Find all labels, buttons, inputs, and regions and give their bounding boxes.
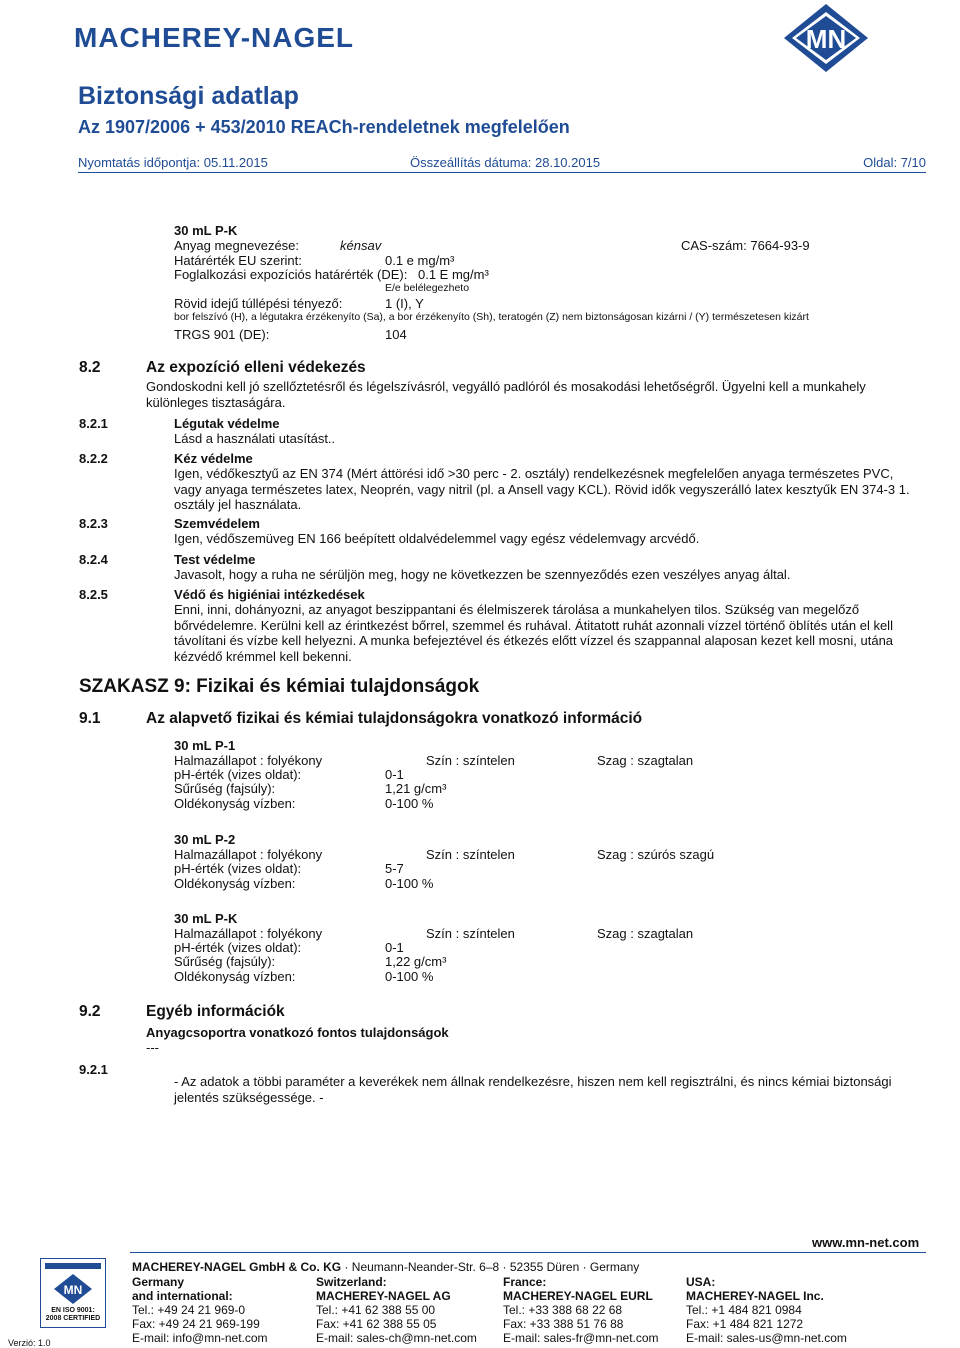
footer-col-fax: Fax: +41 62 388 55 05 bbox=[316, 1317, 437, 1331]
product-color: Szín : színtelen bbox=[426, 847, 515, 862]
svg-text:MN: MN bbox=[805, 24, 847, 54]
iso-certificate-text: EN ISO 9001: 2008 CERTIFIED bbox=[45, 1307, 101, 1322]
solubility-value: 0-100 % bbox=[385, 876, 434, 891]
hazard-note: bor felszívó (H), a légutakra érzékenyíto (Sa), a bor érzékenyíto (Sh), teratogén (Z) nem biztonságosan kizárni / (Y) természetesen kizárt bbox=[174, 311, 809, 323]
product-color: Szín : színtelen bbox=[426, 753, 515, 768]
footer-col-tel: Tel.: +49 24 21 969-0 bbox=[132, 1303, 246, 1317]
substance-label: Anyag megnevezése: bbox=[174, 238, 300, 253]
section-8-2-title: Az expozíció elleni védekezés bbox=[146, 359, 366, 376]
product-state: Halmazállapot : folyékony bbox=[174, 926, 323, 941]
footer-col-subheading: MACHEREY-NAGEL EURL bbox=[503, 1289, 653, 1303]
footer-col-heading: Switzerland: bbox=[316, 1275, 387, 1289]
footer-col-fax: Fax: +49 24 21 969-199 bbox=[132, 1317, 260, 1331]
ph-value: 0-1 bbox=[385, 940, 404, 955]
section-9-1-number: 9.1 bbox=[79, 710, 101, 727]
svg-text:MN: MN bbox=[63, 1283, 83, 1297]
product-color: Szín : színtelen bbox=[426, 926, 515, 941]
product-odor: Szag : szagtalan bbox=[597, 753, 694, 768]
section-9-1-title: Az alapvető fizikai és kémiai tulajdonságokra vonatkozó információ bbox=[146, 710, 643, 727]
density-label: Sűrűség (fajsúly): bbox=[174, 781, 276, 796]
solubility-value: 0-100 % bbox=[385, 796, 434, 811]
product-name: 30 mL P-2 bbox=[174, 832, 236, 847]
print-date: Nyomtatás időpontja: 05.11.2015 bbox=[78, 155, 268, 170]
trgs-value: 104 bbox=[385, 327, 407, 342]
section-9-title: SZAKASZ 9: Fizikai és kémiai tulajdonságok bbox=[79, 676, 480, 697]
product-odor: Szag : szagtalan bbox=[597, 926, 694, 941]
footer-col-heading: France: bbox=[503, 1275, 547, 1289]
footer-col-subheading: and international: bbox=[132, 1289, 233, 1303]
eu-limit-value: 0.1 e mg/m³ bbox=[385, 253, 455, 268]
brand-name: MACHEREY-NAGEL bbox=[74, 22, 355, 53]
footer-col-email[interactable]: E-mail: info@mn-net.com bbox=[132, 1331, 268, 1345]
eu-limit-label: Határérték EU szerint: bbox=[174, 253, 302, 268]
inhalable-note: E/e belélegezheto bbox=[385, 282, 470, 294]
footer-col-email[interactable]: E-mail: sales-fr@mn-net.com bbox=[503, 1331, 659, 1345]
footer-col-heading: Germany bbox=[132, 1275, 185, 1289]
subsection-text: Igen, védőszemüveg EN 166 beépített oldalvédelemmel vagy egész védelemvagy arcvédő. bbox=[174, 531, 700, 546]
version: Verzió: 1.0 bbox=[8, 1338, 51, 1348]
page-number: Oldal: 7/10 bbox=[863, 155, 926, 170]
product-state: Halmazállapot : folyékony bbox=[174, 847, 323, 862]
solubility-label: Oldékonyság vízben: bbox=[174, 876, 296, 891]
section-9-2-1-text: - Az adatok a többi paraméter a keverékek nem állnak rendelkezésre, hiszen nem kell regisztrálni, és nincs kémiai biztonsági jelentés szükségessége. - bbox=[174, 1074, 892, 1105]
ph-label: pH-érték (vizes oldat): bbox=[174, 940, 302, 955]
subsection-title: Védő és higiéniai intézkedések bbox=[174, 587, 365, 602]
section-9-2-title: Egyéb információk bbox=[146, 1003, 285, 1020]
group-properties-title: Anyagcsoportra vonatkozó fontos tulajdonságok bbox=[146, 1025, 449, 1040]
mn-small-logo-icon bbox=[53, 1273, 93, 1305]
occ-limit-value: 0.1 E mg/m³ bbox=[418, 267, 489, 282]
footer-col-email[interactable]: E-mail: sales-us@mn-net.com bbox=[686, 1331, 847, 1345]
subsection-text: Lásd a használati utasítást.. bbox=[174, 431, 336, 446]
footer-col-heading: USA: bbox=[686, 1275, 716, 1289]
footer-col-subheading: MACHEREY-NAGEL AG bbox=[316, 1289, 451, 1303]
ph-label: pH-érték (vizes oldat): bbox=[174, 767, 302, 782]
short-term-label: Rövid idejű túllépési tényező: bbox=[174, 296, 343, 311]
compile-date: Összeállítás dátuma: 28.10.2015 bbox=[410, 155, 601, 170]
density-value: 1,22 g/cm³ bbox=[385, 954, 447, 969]
subsection-number: 8.2.3 bbox=[79, 516, 108, 531]
footer-col-email[interactable]: E-mail: sales-ch@mn-net.com bbox=[316, 1331, 477, 1345]
ph-value: 0-1 bbox=[385, 767, 404, 782]
subsection-text: Igen, védőkesztyű az EN 374 (Mért áttörési idő >30 perc - 2. osztály) rendelkezésnek megfelelően anyaga természetes PVC, vagy anyaga természetes latex, Neoprén, vagy nitril (pl. a Ansell vagy KCL). Rövid idők vegyszerálló latex kesztyűk EN 374-3 1. osztály jel használata. bbox=[174, 466, 910, 513]
subsection-number: 8.2.5 bbox=[79, 587, 108, 602]
subsection-number: 8.2.4 bbox=[79, 552, 108, 567]
density-label: Sűrűség (fajsúly): bbox=[174, 954, 276, 969]
footer-col-tel: Tel.: +33 388 68 22 68 bbox=[503, 1303, 623, 1317]
product-name: 30 mL P-K bbox=[174, 911, 238, 926]
website-url: www.mn-net.com bbox=[812, 1235, 920, 1250]
iso-certificate-badge bbox=[40, 1258, 106, 1328]
footer-col-fax: Fax: +1 484 821 1272 bbox=[686, 1317, 804, 1331]
footer-col-subheading: MACHEREY-NAGEL Inc. bbox=[686, 1289, 824, 1303]
subsection-number: 8.2.2 bbox=[79, 451, 108, 466]
density-value: 1,21 g/cm³ bbox=[385, 781, 447, 796]
solubility-value: 0-100 % bbox=[385, 969, 434, 984]
pk-title: 30 mL P-K bbox=[174, 223, 238, 238]
group-properties-value: --- bbox=[146, 1040, 159, 1055]
product-odor: Szag : szúrós szagú bbox=[597, 847, 715, 862]
occ-limit-label: Foglalkozási expozíciós határérték (DE): bbox=[174, 267, 408, 282]
footer-col-tel: Tel.: +41 62 388 55 00 bbox=[316, 1303, 436, 1317]
subsection-title: Szemvédelem bbox=[174, 516, 260, 531]
section-9-2-number: 9.2 bbox=[79, 1003, 101, 1020]
subsection-title: Kéz védelme bbox=[174, 451, 253, 466]
subsection-title: Test védelme bbox=[174, 552, 256, 567]
subsection-text: Javasolt, hogy a ruha ne sérüljön meg, hogy ne következzen be szennyeződés ezen veszélyes anyag által. bbox=[174, 567, 791, 582]
solubility-label: Oldékonyság vízben: bbox=[174, 969, 296, 984]
solubility-label: Oldékonyság vízben: bbox=[174, 796, 296, 811]
company-line bbox=[132, 1260, 639, 1274]
footer-rule bbox=[130, 1252, 926, 1253]
section-8-2-text: Gondoskodni kell jó szellőztetésről és légelszívásról, vegyálló padlóról és mosakodási lehetőségről. Ügyelni kell a munkahely különleges tisztaságára. bbox=[146, 379, 866, 410]
footer-col-fax: Fax: +33 388 51 76 88 bbox=[503, 1317, 624, 1331]
document-subtitle: Az 1907/2006 + 453/2010 REACh-rendeletnek megfelelően bbox=[78, 117, 570, 137]
short-term-value: 1 (I), Y bbox=[385, 296, 424, 311]
footer-col-tel: Tel.: +1 484 821 0984 bbox=[686, 1303, 802, 1317]
subsection-number: 8.2.1 bbox=[79, 416, 108, 431]
ph-label: pH-érték (vizes oldat): bbox=[174, 861, 302, 876]
subsection-title: Légutak védelme bbox=[174, 416, 280, 431]
product-name: 30 mL P-1 bbox=[174, 738, 236, 753]
document-title: Biztonsági adatlap bbox=[78, 82, 299, 110]
product-state: Halmazállapot : folyékony bbox=[174, 753, 323, 768]
section-8-2-number: 8.2 bbox=[79, 359, 101, 376]
mn-logo-icon bbox=[780, 2, 872, 74]
header-rule bbox=[78, 172, 926, 173]
company-name: MACHEREY-NAGEL GmbH & Co. KG bbox=[132, 1260, 342, 1274]
company-address: · Neumann-Neander-Str. 6–8 · 52355 Düren · Germany bbox=[341, 1260, 640, 1274]
cas-number: CAS-szám: 7664-93-9 bbox=[681, 238, 810, 253]
ph-value: 5-7 bbox=[385, 861, 404, 876]
subsection-text: Enni, inni, dohányozni, az anyagot beszippantani és élelmiszerek tárolása a munkahelyen tilos. Szükség van megelőző bőrvédelemre. Kerülni kell az érintkezést bőrrel, szemmel és ruhával. Átitatott ruhát azonnali vízzel történő öblítés után el kell távolítani és vízbe kell helyezni. A munka befejeztével és étkezés előtt vízzel és szappannal alaposan kezet kell mosni, utána kézvédő krémmel kell bekenni. bbox=[174, 602, 894, 664]
trgs-label: TRGS 901 (DE): bbox=[174, 327, 270, 342]
substance-value: kénsav bbox=[340, 238, 382, 253]
section-9-2-1-number: 9.2.1 bbox=[79, 1062, 108, 1077]
